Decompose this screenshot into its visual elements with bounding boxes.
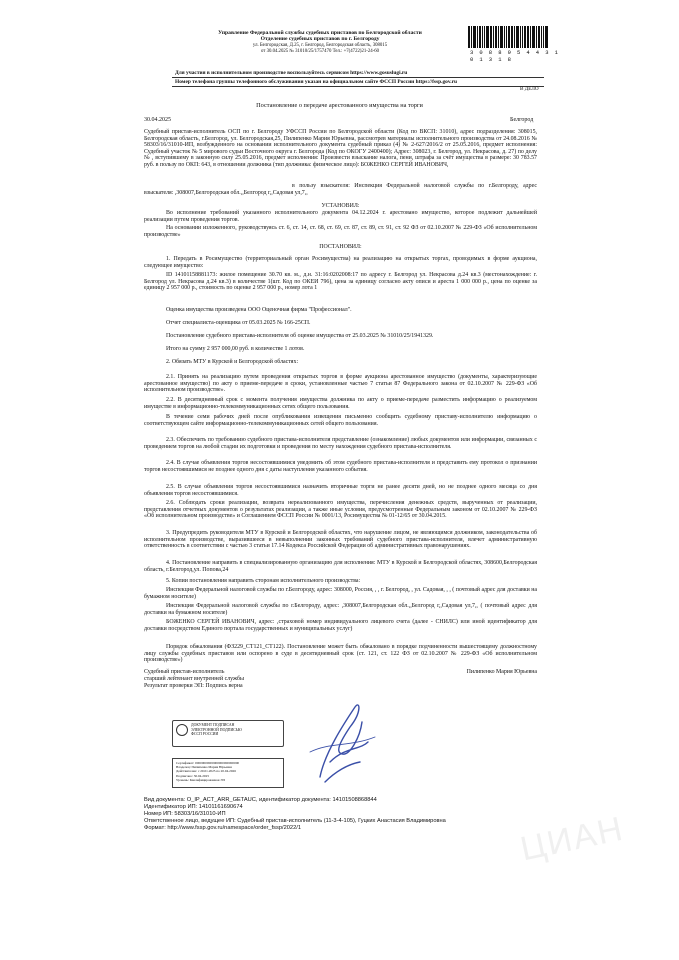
- cert-line-4: Подписано: 30.04.2025: [176, 773, 210, 778]
- postanovil-heading: ПОСТАНОВИЛ:: [319, 244, 362, 250]
- handwritten-signature: [290, 692, 390, 792]
- signer-name: Пилипенко Мария Юрьевна: [466, 669, 537, 675]
- barcode-number: 3 0 8 8 9 5 4 4 3 1 0 1 3 1 8: [470, 49, 560, 63]
- cert-line-5: Уровень: Квалифицированная ЭП: [176, 777, 225, 782]
- stamp-line-1: ДОКУМЕНТ ПОДПИСАН: [191, 723, 235, 727]
- document-city: Белгород: [510, 117, 534, 123]
- item-2-1: 2.1. Принять на реализацию путем проведения открытых торгов в форме аукциона арестованное имущество (документы, характеризующие арестованное имущество) по акту о приеме-передаче в сроки, установленные частью 7 статьи 87 Федерального закона от 02.10.2007 № 229-ФЗ «Об исполнительном производстве».: [144, 374, 537, 393]
- letterhead: [175, 30, 465, 56]
- footer-doc-type: Вид документа: O_IP_ACT_ARR_GETAUC, идентификатор документа: 14101508868844: [144, 797, 377, 803]
- document-title: Постановление о передаче арестованного имущества на торги: [256, 102, 423, 109]
- department-address: ул. Белгородская, Д.25, г. Белгород, Белгородская область, 308015: [252, 42, 388, 48]
- basis-paragraph: На основании изложенного, руководствуясь ст. 6, ст. 14, ст. 68, ст. 69, ст. 87, ст. 89, ст. 91, ст. 92 ФЗ от 02.10.2007 № 229-ФЗ «Об исполнительном производстве»: [144, 225, 537, 238]
- claimant-paragraph: в пользу взыскателя: Инспекция Федеральной налоговой службы по г.Белгороду, адрес взыскателя: ,308007,Белгородская обл.,,Белгород г,,Садовая ул,7,,: [144, 183, 537, 196]
- signer-role-2: старший лейтенант внутренней службы: [144, 676, 244, 682]
- stamp-line-3: ФССП РОССИИ: [191, 732, 219, 737]
- department-name: Отделение судебных приставов по г. Белгороду: [260, 36, 380, 43]
- department-phone: от 30.04.2025 № 31010/25/1757470 Тел.: +7(4722)21-24-60: [260, 49, 380, 55]
- appraiser-line: Оценка имущества произведена ООО Оценочная фирма "Профессионал".: [166, 307, 352, 313]
- item-4: 4. Постановление направить в специализированную организацию для исполнения: МТУ в Курской и Белгородской областях, 308600,Белгородская область, г.Белгород,ул. Попова,24: [144, 560, 537, 573]
- item-3: 3. Предупредить руководителя МТУ в Курской и Белгородской областях, что нарушение лицом, не являющимся должником, законодательства об исполнительном производстве, выразившееся в невыполнении законных требований судебного пристава-исполнителя, влечет административную ответственность в соответствии с частью 3 статьи 17.14 Кодекса Российской Федерации об административных правонарушениях.: [144, 530, 537, 549]
- item-1: 1. Передать в Росимущество (территориальный орган Росимущества) на реализацию на открытых торгах, проводимых в форме аукциона, следующее имущество:: [144, 256, 537, 269]
- copy-recipient-3: БОЖЕНКО СЕРГЕЙ ИВАНОВИЧ, адрес: ,страховой номер индивидуального лицевого счета (далее - СНИЛС) или иной идентификатор для доставки посредством Единого портала государственных и муниципальных услуг): [144, 619, 537, 632]
- acceptance-line: Постановление судебного пристава-исполнителя об оценке имущества от 25.03.2025 № 31010/25/1941329.: [166, 333, 434, 339]
- watermark-text: ЦИАН: [517, 809, 628, 869]
- item-2-2: 2.2. В десятидневный срок с момента получения имущества должника по акту о приеме-передаче разместить информацию о реализуемом имуществе в информационно-телекоммуникационных сетях общего пользования.: [144, 397, 537, 410]
- property-description: ID 14101158881173: жилое помещение 30.70 кв. м., д.н. 31:16:0202008:17 по адресу г. Белгород ул. Некрасова д.24 кв.3 (местонахождение: г. Белгород ул. Некрасова д.24 кв.3) в количестве 1(шт. Код по ОКЕИ 796), цена за единицу согласно акту описи и ареста 1 000 000 р., цена по оценке за единицу 2 957 000 р., стоимость по оценке 2 957 000 р., номер лота 1: [144, 272, 537, 291]
- total-line: Итого на сумму 2 957 000,00 руб. в количестве 1 лотов.: [166, 346, 305, 352]
- item-2-6: 2.6. Соблюдать сроки реализации, возврата нереализованного имущества, перечисления денежных средств, вырученных от реализации, представления отчетных документов о результатах реализации, а также иные условия, предусмотренные Федеральным законом от 02.10.2007 № 229-ФЗ «Об исполнительном производстве» и Соглашением ФССП России № 0001/13, Росимущества № 01-12/65 от 30.04.2015.: [144, 500, 537, 519]
- footer-id-ip: Идентификатор ИП: 14101161690674: [144, 804, 243, 810]
- footer-responsible: Ответственное лицо, ведущее ИП: Судебный пристав-исполнитель (11-3-4-105), Гуцких Анастасия Владимировна: [144, 818, 446, 824]
- appeal-paragraph: Порядок обжалования (ФЗ229_СТ121_СТ122). Постановление может быть обжаловано в порядке подчиненности вышестоящему должностному лицу службы судебных приставов или оспорено в суде в десятидневный срок (ст. 121, ст. 122 ФЗ от 02.10.2007 № 229-ФЗ «Об исполнительном производстве»): [144, 644, 537, 663]
- copy-recipient-1: Инспекция Федеральной налоговой службы по г.Белгороду, адрес: 308000, Россия, , , г. Белгород, , ул. Садовая, , , ( почтовый адрес для доставки на бумажном носителе): [144, 587, 537, 600]
- signature-check-result: Результат проверки ЭП: Подпись верна: [144, 683, 243, 689]
- item-2: 2. Обязать МТУ в Курской и Белгородской областях:: [166, 359, 299, 365]
- barcode: [468, 26, 560, 48]
- certificate-stamp: [172, 758, 284, 788]
- org-name: Управление Федеральной службы судебных приставов по Белгородской области: [218, 30, 422, 36]
- document-date: 30.04.2025: [144, 117, 171, 123]
- divider: [172, 77, 544, 78]
- cert-line-3: Действителен: с 20.01.2025 по 20.04.2026: [176, 769, 236, 774]
- cert-line-1: Сертификат: 00000000000000000000000000: [176, 761, 240, 765]
- cert-line-2: Владелец: Пилипенко Мария Юрьевна: [176, 765, 232, 770]
- signer-role-1: Судебный пристав-исполнитель: [144, 669, 225, 675]
- intro-paragraph: Судебный пристав-исполнитель ОСП по г. Белгороду УФССП России по Белгородской области (Код по ВКСП: 31010), адрес подразделения: 308015, Белгородская область, г.Белгород, ул. Белгородская,25, Пилипенко Мария Юрьевна, рассмотрев материалы исполнительного производства от 24.08.2016 № 58303/16/31010-ИП, возбужденного на основании исполнительного документа судебный приказ (4) № 2-627/2016/2 от 25.05.2016, предмет исполнения: Судебный участок № 5 мирового судьи Восточного округа г. Белгорода (Код по ОКОГУ 2400400); Адрес: 308023, г. Белгород, ул. Некрасова, д. 27) по делу № , вступившему в законную силу 25.05.2016, предмет исполнения: Произвести взыскание налога, пени, штрафа за счёт имущества в размере: 30 783.57 руб. в пользу по ОКП: 643, в отношении должника (тип должника: физическое лицо): БОЖЕНКО СЕРГЕЙ ИВАНОВИЧ,: [144, 129, 537, 168]
- item-2-2-b: В течение семи рабочих дней после опубликования извещения письменно сообщить судебному приставу-исполнителю информацию о соответствующем сайте информационно-телекоммуникационных сетей общего пользования.: [144, 414, 537, 427]
- emblem-icon: [176, 724, 188, 736]
- divider: [172, 86, 544, 87]
- report-line: Отчет специалиста-оценщика от 05.03.2025 № 166-25СП.: [166, 320, 311, 326]
- phone-note: Номер телефона группы телефонного обслуживания указан на официальном сайте ФССП России https://fssp.gov.ru: [175, 79, 457, 85]
- footer-num-ip: Номер ИП: 58303/16/31010-ИП: [144, 811, 226, 817]
- gosuslugi-note: Для участия в исполнительном производстве воспользуйтесь сервисом https://www.gosuslugi.ru: [175, 70, 408, 76]
- ustanovil-text: Во исполнение требований указанного исполнительного документа 04.12.2024 г. арестовано имущество, которое подлежит дальнейшей реализации путем проведения торгов.: [144, 210, 537, 223]
- e-signature-stamp: [172, 720, 284, 747]
- item-2-4: 2.4. В случае объявления торгов несостоявшимися уведомить об этом судебного пристава-исполнителя и представить ему протокол о признании торгов несостоявшимися не позднее одного дня с даты наступления указанного события.: [144, 460, 537, 473]
- ustanovil-heading: УСТАНОВИЛ:: [321, 203, 360, 209]
- stamp-line-2: ЭЛЕКТРОННОЙ ПОДПИСЬЮ: [191, 727, 242, 732]
- copy-recipient-2: Инспекция Федеральной налоговой службы по г.Белгороду, адрес: ,308007,Белгородская обл.,,Белгород г,,Садовая ул,7,, ( почтовый адрес для доставки на бумажном носителе): [144, 603, 537, 616]
- v-delo-mark: В ДЕЛО: [520, 86, 539, 92]
- item-5: 5. Копии постановления направить сторонам исполнительного производства:: [166, 578, 361, 584]
- item-2-3: 2.3. Обеспечить по требованию судебного пристава-исполнителя представление (ознакомление) любых документов или информации, связанных с проведением торгов на любой стадии их подготовки и проведения по месту нахождения судебного пристава-исполнителя.: [144, 437, 537, 450]
- footer-format: Формат: http://www.fssp.gov.ru/namespace/order_fssp/2022/1: [144, 825, 301, 831]
- item-2-5: 2.5. В случае объявления торгов несостоявшимися назначить вторичные торги не ранее десяти дней, но не позднее одного месяца со дня объявления торгов несостоявшимися.: [144, 484, 537, 497]
